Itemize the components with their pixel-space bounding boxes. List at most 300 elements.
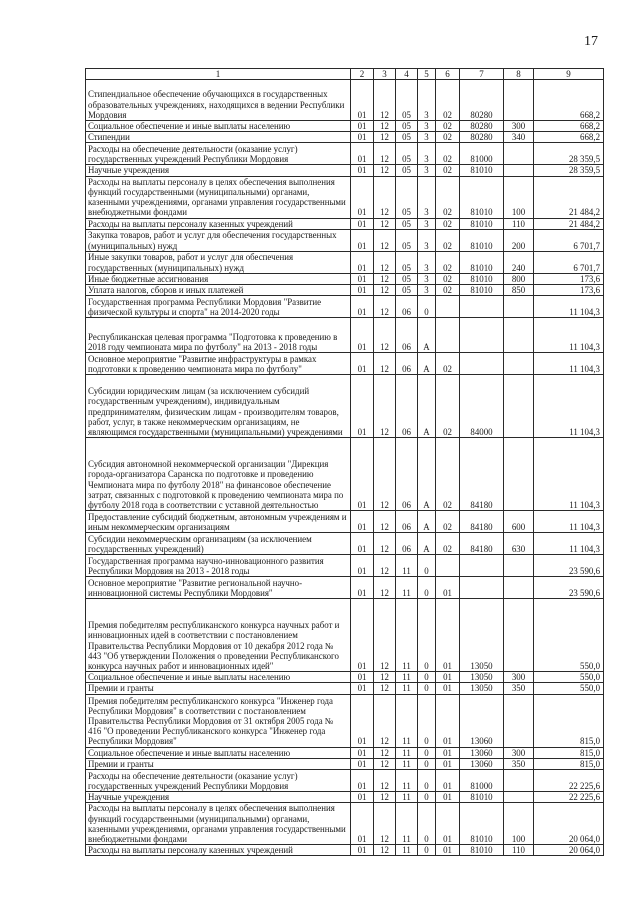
target-article-cell: 80280 bbox=[460, 132, 504, 143]
subprogram-code-cell: 02 bbox=[436, 273, 460, 284]
program-code-cell: 3 bbox=[418, 285, 436, 296]
expense-name-cell: Государственная программа научно-инновационного развития Республики Мордовия на 2013 - 2018 годы bbox=[86, 555, 351, 577]
expense-type-cell: 110 bbox=[504, 218, 534, 229]
program-code-cell: 0 bbox=[418, 683, 436, 694]
program-code-cell: 0 bbox=[418, 747, 436, 758]
subsection-code-cell: 05 bbox=[396, 143, 418, 165]
subsection-code-cell: 05 bbox=[396, 285, 418, 296]
target-article-cell: 81010 bbox=[460, 176, 504, 218]
program-code-cell: 3 bbox=[418, 218, 436, 229]
amount-cell: 173,6 bbox=[534, 285, 604, 296]
subprogram-code-cell: 02 bbox=[436, 511, 460, 533]
expense-type-cell bbox=[504, 80, 534, 121]
section-code-cell: 12 bbox=[374, 375, 396, 438]
section-code-cell: 12 bbox=[374, 229, 396, 251]
subsection-code-cell: 05 bbox=[396, 229, 418, 251]
section-code-cell: 12 bbox=[374, 318, 396, 353]
subprogram-code-cell: 02 bbox=[436, 218, 460, 229]
table-row bbox=[86, 792, 604, 803]
table-row bbox=[86, 577, 604, 599]
expense-type-cell bbox=[504, 318, 534, 353]
target-article-cell: 81000 bbox=[460, 770, 504, 792]
subsection-code-cell: 06 bbox=[396, 318, 418, 353]
section-code-cell: 12 bbox=[374, 672, 396, 683]
subsection-code-cell: 11 bbox=[396, 792, 418, 803]
section-code-cell: 12 bbox=[374, 165, 396, 176]
program-code-cell: А bbox=[418, 438, 436, 511]
expense-type-cell: 100 bbox=[504, 803, 534, 845]
subsection-code-cell: 11 bbox=[396, 770, 418, 792]
program-code-cell: 3 bbox=[418, 251, 436, 273]
program-code-cell: 0 bbox=[418, 758, 436, 769]
program-code-cell: 0 bbox=[418, 803, 436, 845]
column-header: 1 bbox=[86, 69, 351, 80]
table-row bbox=[86, 121, 604, 132]
program-code-cell: 3 bbox=[418, 165, 436, 176]
table-row bbox=[86, 218, 604, 229]
column-header: 8 bbox=[504, 69, 534, 80]
subprogram-code-cell: 02 bbox=[436, 80, 460, 121]
section-code-cell: 12 bbox=[374, 533, 396, 555]
section-code-cell: 12 bbox=[374, 683, 396, 694]
ministry-code-cell: 01 bbox=[351, 792, 374, 803]
expense-name-cell: Расходы на выплаты персоналу казенных учреждений bbox=[86, 218, 351, 229]
section-code-cell: 12 bbox=[374, 599, 396, 672]
ministry-code-cell: 01 bbox=[351, 577, 374, 599]
amount-cell: 668,2 bbox=[534, 132, 604, 143]
subsection-code-cell: 11 bbox=[396, 683, 418, 694]
ministry-code-cell: 01 bbox=[351, 121, 374, 132]
expense-name-cell: Субсидии некоммерческим организациям (за исключением государственных учреждений) bbox=[86, 533, 351, 555]
expense-name-cell: Государственная программа Республики Мордовия "Развитие физической культуры и спорта" на 2014-2020 годы bbox=[86, 296, 351, 318]
expense-type-cell: 240 bbox=[504, 251, 534, 273]
expense-name-cell: Субсидия автономной некоммерческой организации "Дирекция города-организатора Саранска по подготовке и проведению Чемпионата мира по футболу 2018" на финансовое обеспечение затрат, связанных с подготовкой к проведению чемпионата мира по футболу 2018 года в соответствии с уставной деятельностью bbox=[86, 438, 351, 511]
ministry-code-cell: 01 bbox=[351, 251, 374, 273]
program-code-cell: А bbox=[418, 533, 436, 555]
program-code-cell: 0 bbox=[418, 577, 436, 599]
table-row bbox=[86, 533, 604, 555]
section-code-cell: 12 bbox=[374, 176, 396, 218]
table-row bbox=[86, 318, 604, 353]
ministry-code-cell: 01 bbox=[351, 165, 374, 176]
ministry-code-cell: 01 bbox=[351, 803, 374, 845]
amount-cell: 668,2 bbox=[534, 80, 604, 121]
ministry-code-cell: 01 bbox=[351, 80, 374, 121]
subsection-code-cell: 05 bbox=[396, 176, 418, 218]
amount-cell: 28 359,5 bbox=[534, 143, 604, 165]
amount-cell: 815,0 bbox=[534, 694, 604, 747]
program-code-cell: 3 bbox=[418, 80, 436, 121]
ministry-code-cell: 01 bbox=[351, 511, 374, 533]
expense-name-cell: Расходы на обеспечение деятельности (оказание услуг) государственных учреждений Республики Мордовия bbox=[86, 143, 351, 165]
expense-name-cell: Субсидии юридическим лицам (за исключением субсидий государственным учреждениям), индивидуальным предпринимателям, физическим лицам - производителям товаров, работ, услуг, в также некоммерческим организациям, не являющимся государственными (муниципальными) учреждениями bbox=[86, 375, 351, 438]
subprogram-code-cell: 02 bbox=[436, 176, 460, 218]
target-article-cell bbox=[460, 296, 504, 318]
section-code-cell: 12 bbox=[374, 511, 396, 533]
target-article-cell: 81010 bbox=[460, 251, 504, 273]
amount-cell: 815,0 bbox=[534, 758, 604, 769]
program-code-cell: 3 bbox=[418, 143, 436, 165]
expense-type-cell: 600 bbox=[504, 511, 534, 533]
subsection-code-cell: 06 bbox=[396, 533, 418, 555]
table-row bbox=[86, 845, 604, 856]
subprogram-code-cell: 01 bbox=[436, 747, 460, 758]
target-article-cell: 84180 bbox=[460, 438, 504, 511]
subsection-code-cell: 06 bbox=[396, 511, 418, 533]
section-code-cell: 12 bbox=[374, 694, 396, 747]
target-article-cell: 13060 bbox=[460, 747, 504, 758]
table-row bbox=[86, 511, 604, 533]
ministry-code-cell: 01 bbox=[351, 438, 374, 511]
section-code-cell: 12 bbox=[374, 747, 396, 758]
amount-cell: 11 104,3 bbox=[534, 438, 604, 511]
expense-type-cell bbox=[504, 296, 534, 318]
subprogram-code-cell: 01 bbox=[436, 599, 460, 672]
expense-name-cell: Премии и гранты bbox=[86, 758, 351, 769]
section-code-cell: 12 bbox=[374, 251, 396, 273]
ministry-code-cell: 01 bbox=[351, 533, 374, 555]
expense-name-cell: Расходы на обеспечение деятельности (оказание услуг) государственных учреждений Республики Мордовия bbox=[86, 770, 351, 792]
amount-cell: 28 359,5 bbox=[534, 165, 604, 176]
target-article-cell: 84000 bbox=[460, 375, 504, 438]
subprogram-code-cell bbox=[436, 318, 460, 353]
table-row bbox=[86, 251, 604, 273]
table-row bbox=[86, 143, 604, 165]
amount-cell: 23 590,6 bbox=[534, 555, 604, 577]
subsection-code-cell: 05 bbox=[396, 132, 418, 143]
ministry-code-cell: 01 bbox=[351, 318, 374, 353]
target-article-cell: 81000 bbox=[460, 143, 504, 165]
ministry-code-cell: 01 bbox=[351, 176, 374, 218]
target-article-cell: 13060 bbox=[460, 694, 504, 747]
section-code-cell: 12 bbox=[374, 353, 396, 375]
ministry-code-cell: 01 bbox=[351, 229, 374, 251]
expense-name-cell: Уплата налогов, сборов и иных платежей bbox=[86, 285, 351, 296]
table-row bbox=[86, 132, 604, 143]
ministry-code-cell: 01 bbox=[351, 845, 374, 856]
ministry-code-cell: 01 bbox=[351, 694, 374, 747]
target-article-cell: 80280 bbox=[460, 121, 504, 132]
program-code-cell: А bbox=[418, 375, 436, 438]
expense-name-cell: Расходы на выплаты персоналу в целях обеспечения выполнения функций государственными (муниципальными) органами, казенными учреждениями, органами управления государственными внебюджетными фондами bbox=[86, 803, 351, 845]
column-header: 5 bbox=[418, 69, 436, 80]
section-code-cell: 12 bbox=[374, 285, 396, 296]
program-code-cell: 0 bbox=[418, 599, 436, 672]
subprogram-code-cell: 02 bbox=[436, 143, 460, 165]
expense-type-cell bbox=[504, 599, 534, 672]
expense-type-cell: 300 bbox=[504, 121, 534, 132]
target-article-cell bbox=[460, 318, 504, 353]
target-article-cell: 81010 bbox=[460, 273, 504, 284]
subsection-code-cell: 05 bbox=[396, 80, 418, 121]
program-code-cell: 3 bbox=[418, 132, 436, 143]
table-row bbox=[86, 285, 604, 296]
table-body bbox=[86, 80, 604, 856]
subprogram-code-cell: 01 bbox=[436, 577, 460, 599]
ministry-code-cell: 01 bbox=[351, 296, 374, 318]
table-row bbox=[86, 694, 604, 747]
expense-name-cell: Стипендии bbox=[86, 132, 351, 143]
subsection-code-cell: 05 bbox=[396, 165, 418, 176]
subprogram-code-cell: 01 bbox=[436, 672, 460, 683]
program-code-cell: А bbox=[418, 353, 436, 375]
expense-name-cell: Научные учреждения bbox=[86, 165, 351, 176]
expense-name-cell: Социальное обеспечение и иные выплаты населению bbox=[86, 672, 351, 683]
section-code-cell: 12 bbox=[374, 80, 396, 121]
target-article-cell: 84180 bbox=[460, 511, 504, 533]
subprogram-code-cell bbox=[436, 296, 460, 318]
table-row bbox=[86, 273, 604, 284]
expense-name-cell: Основное мероприятие "Развитие региональной научно-инновационной системы Республики Мордовия" bbox=[86, 577, 351, 599]
target-article-cell: 13060 bbox=[460, 758, 504, 769]
subprogram-code-cell bbox=[436, 555, 460, 577]
section-code-cell: 12 bbox=[374, 296, 396, 318]
program-code-cell: 3 bbox=[418, 121, 436, 132]
column-header: 4 bbox=[396, 69, 418, 80]
target-article-cell: 81010 bbox=[460, 285, 504, 296]
expense-type-cell: 630 bbox=[504, 533, 534, 555]
ministry-code-cell: 01 bbox=[351, 599, 374, 672]
section-code-cell: 12 bbox=[374, 577, 396, 599]
target-article-cell: 81010 bbox=[460, 792, 504, 803]
table-row bbox=[86, 176, 604, 218]
subsection-code-cell: 11 bbox=[396, 577, 418, 599]
ministry-code-cell: 01 bbox=[351, 555, 374, 577]
budget-table bbox=[85, 68, 604, 856]
expense-type-cell: 110 bbox=[504, 845, 534, 856]
subprogram-code-cell: 02 bbox=[436, 285, 460, 296]
section-code-cell: 12 bbox=[374, 792, 396, 803]
table-row bbox=[86, 438, 604, 511]
section-code-cell: 12 bbox=[374, 218, 396, 229]
subprogram-code-cell: 01 bbox=[436, 770, 460, 792]
subsection-code-cell: 05 bbox=[396, 273, 418, 284]
expense-type-cell: 850 bbox=[504, 285, 534, 296]
ministry-code-cell: 01 bbox=[351, 747, 374, 758]
ministry-code-cell: 01 bbox=[351, 273, 374, 284]
column-header: 3 bbox=[374, 69, 396, 80]
section-code-cell: 12 bbox=[374, 132, 396, 143]
expense-type-cell bbox=[504, 694, 534, 747]
amount-cell: 6 701,7 bbox=[534, 251, 604, 273]
page-number: 17 bbox=[584, 34, 598, 49]
expense-type-cell bbox=[504, 375, 534, 438]
target-article-cell: 81010 bbox=[460, 803, 504, 845]
ministry-code-cell: 01 bbox=[351, 672, 374, 683]
amount-cell: 21 484,2 bbox=[534, 218, 604, 229]
amount-cell: 173,6 bbox=[534, 273, 604, 284]
expense-type-cell bbox=[504, 353, 534, 375]
target-article-cell bbox=[460, 353, 504, 375]
target-article-cell: 80280 bbox=[460, 80, 504, 121]
table-row bbox=[86, 803, 604, 845]
table-row bbox=[86, 683, 604, 694]
subprogram-code-cell: 02 bbox=[436, 121, 460, 132]
amount-cell: 11 104,3 bbox=[534, 375, 604, 438]
ministry-code-cell: 01 bbox=[351, 285, 374, 296]
table-row bbox=[86, 770, 604, 792]
section-code-cell: 12 bbox=[374, 143, 396, 165]
expense-name-cell: Основное мероприятие "Развитие инфраструктуры в рамках подготовки к проведению чемпионата мира по футболу" bbox=[86, 353, 351, 375]
expense-name-cell: Социальное обеспечение и иные выплаты населению bbox=[86, 747, 351, 758]
amount-cell: 23 590,6 bbox=[534, 577, 604, 599]
ministry-code-cell: 01 bbox=[351, 143, 374, 165]
section-code-cell: 12 bbox=[374, 438, 396, 511]
ministry-code-cell: 01 bbox=[351, 770, 374, 792]
table-header-row bbox=[86, 69, 604, 80]
section-code-cell: 12 bbox=[374, 845, 396, 856]
amount-cell: 22 225,6 bbox=[534, 770, 604, 792]
amount-cell: 6 701,7 bbox=[534, 229, 604, 251]
target-article-cell: 13050 bbox=[460, 599, 504, 672]
subsection-code-cell: 11 bbox=[396, 758, 418, 769]
section-code-cell: 12 bbox=[374, 770, 396, 792]
program-code-cell: 0 bbox=[418, 792, 436, 803]
subprogram-code-cell: 01 bbox=[436, 758, 460, 769]
ministry-code-cell: 01 bbox=[351, 353, 374, 375]
table-row bbox=[86, 375, 604, 438]
subsection-code-cell: 11 bbox=[396, 672, 418, 683]
subprogram-code-cell: 01 bbox=[436, 845, 460, 856]
table-row bbox=[86, 353, 604, 375]
expense-name-cell: Научные учреждения bbox=[86, 792, 351, 803]
amount-cell: 11 104,3 bbox=[534, 296, 604, 318]
subsection-code-cell: 06 bbox=[396, 375, 418, 438]
program-code-cell: 0 bbox=[418, 296, 436, 318]
table-row bbox=[86, 747, 604, 758]
expense-type-cell bbox=[504, 165, 534, 176]
subprogram-code-cell: 01 bbox=[436, 803, 460, 845]
subprogram-code-cell: 02 bbox=[436, 353, 460, 375]
expense-type-cell: 200 bbox=[504, 229, 534, 251]
target-article-cell: 13050 bbox=[460, 672, 504, 683]
expense-name-cell: Премия победителям республиканского конкурса научных работ и инновационных идей в соответствии с постановлением Правительства Республики Мордовия от 10 декабря 2012 года № 443 "Об утверждении Положения о проведении Республиканского конкурса научных работ и инновационных идей" bbox=[86, 599, 351, 672]
column-header: 7 bbox=[460, 69, 504, 80]
table-row bbox=[86, 672, 604, 683]
amount-cell: 550,0 bbox=[534, 683, 604, 694]
target-article-cell: 81010 bbox=[460, 218, 504, 229]
expense-type-cell bbox=[504, 792, 534, 803]
amount-cell: 550,0 bbox=[534, 672, 604, 683]
program-code-cell: 0 bbox=[418, 672, 436, 683]
subsection-code-cell: 06 bbox=[396, 353, 418, 375]
expense-name-cell: Иные бюджетные ассигнования bbox=[86, 273, 351, 284]
table-row bbox=[86, 599, 604, 672]
subprogram-code-cell: 02 bbox=[436, 165, 460, 176]
amount-cell: 11 104,3 bbox=[534, 353, 604, 375]
ministry-code-cell: 01 bbox=[351, 758, 374, 769]
subprogram-code-cell: 01 bbox=[436, 694, 460, 747]
amount-cell: 11 104,3 bbox=[534, 511, 604, 533]
program-code-cell: 3 bbox=[418, 229, 436, 251]
ministry-code-cell: 01 bbox=[351, 375, 374, 438]
table-row bbox=[86, 758, 604, 769]
column-header: 2 bbox=[351, 69, 374, 80]
expense-name-cell: Премии и гранты bbox=[86, 683, 351, 694]
table-row bbox=[86, 165, 604, 176]
subsection-code-cell: 11 bbox=[396, 694, 418, 747]
subsection-code-cell: 11 bbox=[396, 599, 418, 672]
expense-name-cell: Расходы на выплаты персоналу в целях обеспечения выполнения функций государственными (муниципальными) органами, казенными учреждениями, органами управления государственными внебюджетными фондами bbox=[86, 176, 351, 218]
subprogram-code-cell: 01 bbox=[436, 792, 460, 803]
expense-name-cell: Социальное обеспечение и иные выплаты населению bbox=[86, 121, 351, 132]
ministry-code-cell: 01 bbox=[351, 132, 374, 143]
subsection-code-cell: 11 bbox=[396, 555, 418, 577]
amount-cell: 11 104,3 bbox=[534, 318, 604, 353]
target-article-cell: 13050 bbox=[460, 683, 504, 694]
target-article-cell bbox=[460, 577, 504, 599]
table-row bbox=[86, 555, 604, 577]
subprogram-code-cell: 02 bbox=[436, 438, 460, 511]
target-article-cell: 81010 bbox=[460, 165, 504, 176]
subsection-code-cell: 06 bbox=[396, 438, 418, 511]
amount-cell: 20 064,0 bbox=[534, 845, 604, 856]
subprogram-code-cell: 02 bbox=[436, 251, 460, 273]
section-code-cell: 12 bbox=[374, 758, 396, 769]
section-code-cell: 12 bbox=[374, 803, 396, 845]
expense-name-cell: Предоставление субсидий бюджетным, автономным учреждениям и иным некоммерческим организациям bbox=[86, 511, 351, 533]
subprogram-code-cell: 01 bbox=[436, 683, 460, 694]
expense-type-cell: 340 bbox=[504, 132, 534, 143]
expense-type-cell bbox=[504, 577, 534, 599]
table-row bbox=[86, 296, 604, 318]
program-code-cell: А bbox=[418, 318, 436, 353]
subprogram-code-cell: 02 bbox=[436, 533, 460, 555]
expense-type-cell: 800 bbox=[504, 273, 534, 284]
expense-name-cell: Республиканская целевая программа "Подготовка к проведению в 2018 году чемпионата мира по футболу" на 2013 - 2018 годы bbox=[86, 318, 351, 353]
expense-type-cell bbox=[504, 143, 534, 165]
subsection-code-cell: 11 bbox=[396, 845, 418, 856]
expense-name-cell: Стипендиальное обеспечение обучающихся в государственных образовательных учреждениях, находящихся в ведении Республики Мордовия bbox=[86, 80, 351, 121]
expense-name-cell: Закупка товаров, работ и услуг для обеспечения государственных (муниципальных) нужд bbox=[86, 229, 351, 251]
amount-cell: 550,0 bbox=[534, 599, 604, 672]
program-code-cell: 0 bbox=[418, 845, 436, 856]
expense-name-cell: Расходы на выплаты персоналу казенных учреждений bbox=[86, 845, 351, 856]
subsection-code-cell: 06 bbox=[396, 296, 418, 318]
amount-cell: 22 225,6 bbox=[534, 792, 604, 803]
column-header: 9 bbox=[534, 69, 604, 80]
expense-type-cell bbox=[504, 438, 534, 511]
expense-type-cell: 350 bbox=[504, 683, 534, 694]
target-article-cell bbox=[460, 555, 504, 577]
subprogram-code-cell: 02 bbox=[436, 375, 460, 438]
program-code-cell: 0 bbox=[418, 694, 436, 747]
subsection-code-cell: 11 bbox=[396, 747, 418, 758]
ministry-code-cell: 01 bbox=[351, 218, 374, 229]
amount-cell: 20 064,0 bbox=[534, 803, 604, 845]
target-article-cell: 81010 bbox=[460, 845, 504, 856]
table-row bbox=[86, 80, 604, 121]
expense-name-cell: Премия победителям республиканского конкурса "Инженер года Республики Мордовия" в соответствии с постановлением Правительства Республики Мордовия от 31 октября 2005 года № 416 "О проведении Республиканского конкурса "Инженер года Республики Мордовия" bbox=[86, 694, 351, 747]
program-code-cell: 0 bbox=[418, 555, 436, 577]
amount-cell: 11 104,3 bbox=[534, 533, 604, 555]
column-header: 6 bbox=[436, 69, 460, 80]
section-code-cell: 12 bbox=[374, 555, 396, 577]
target-article-cell: 84180 bbox=[460, 533, 504, 555]
amount-cell: 668,2 bbox=[534, 121, 604, 132]
table-row bbox=[86, 229, 604, 251]
amount-cell: 21 484,2 bbox=[534, 176, 604, 218]
subsection-code-cell: 05 bbox=[396, 121, 418, 132]
program-code-cell: А bbox=[418, 511, 436, 533]
subprogram-code-cell: 02 bbox=[436, 132, 460, 143]
expense-type-cell: 100 bbox=[504, 176, 534, 218]
subsection-code-cell: 05 bbox=[396, 251, 418, 273]
subsection-code-cell: 05 bbox=[396, 218, 418, 229]
expense-type-cell bbox=[504, 770, 534, 792]
expense-type-cell bbox=[504, 555, 534, 577]
expense-type-cell: 350 bbox=[504, 758, 534, 769]
